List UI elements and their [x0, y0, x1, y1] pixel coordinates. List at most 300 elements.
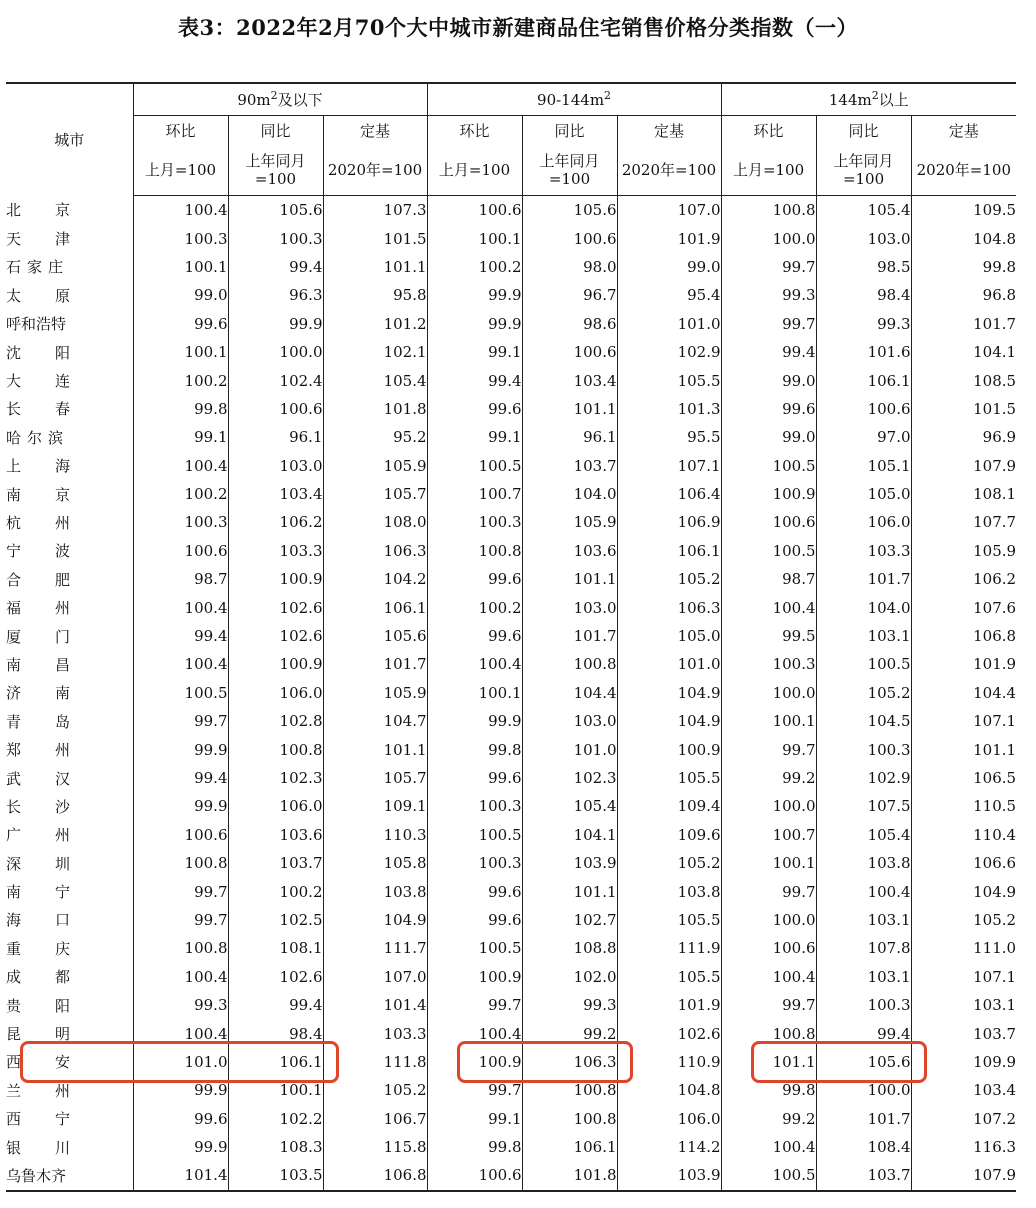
index-value: 99.6: [427, 877, 522, 905]
city-name: 广州: [6, 826, 105, 845]
index-value: 100.7: [721, 821, 816, 849]
index-value: 107.3: [323, 196, 427, 225]
index-value: 108.5: [911, 366, 1016, 394]
index-value: 105.7: [323, 480, 427, 508]
index-value: 101.0: [522, 735, 617, 763]
index-value: 99.7: [721, 877, 816, 905]
index-value: 105.4: [323, 366, 427, 394]
index-value: 100.3: [816, 991, 911, 1019]
index-value: 108.8: [522, 934, 617, 962]
index-value: 100.2: [427, 253, 522, 281]
city-name: 福州: [6, 599, 105, 618]
table-row: [6, 565, 1016, 593]
city-name: 深圳: [6, 854, 105, 873]
index-value: 108.4: [816, 1133, 911, 1161]
index-value: 107.9: [911, 1161, 1016, 1190]
index-value: 100.5: [133, 679, 228, 707]
index-value: 115.8: [323, 1133, 427, 1161]
index-value: 100.9: [617, 735, 721, 763]
index-value: 100.6: [133, 537, 228, 565]
index-value: 100.3: [133, 224, 228, 252]
index-value: 107.1: [617, 452, 721, 480]
index-value: 100.3: [427, 792, 522, 820]
index-value: 106.8: [911, 622, 1016, 650]
index-value: 101.1: [323, 253, 427, 281]
index-value: 101.9: [617, 224, 721, 252]
table-row: [6, 196, 1016, 225]
table-row: [6, 537, 1016, 565]
index-value: 99.7: [133, 877, 228, 905]
index-value: 100.3: [427, 508, 522, 536]
index-value: 109.6: [617, 821, 721, 849]
index-value: 104.8: [911, 224, 1016, 252]
index-value: 100.1: [427, 679, 522, 707]
index-value: 105.8: [323, 849, 427, 877]
index-value: 106.0: [228, 792, 323, 820]
index-value: 97.0: [816, 423, 911, 451]
index-value: 100.4: [721, 593, 816, 621]
index-value: 100.6: [522, 224, 617, 252]
index-value: 95.2: [323, 423, 427, 451]
index-value: 101.7: [816, 1105, 911, 1133]
index-value: 100.1: [721, 707, 816, 735]
index-value: 100.1: [427, 224, 522, 252]
index-value: 106.1: [323, 593, 427, 621]
table-row: [6, 480, 1016, 508]
table-header: [6, 83, 1016, 196]
base-header-mom: 上月=100: [133, 145, 228, 196]
table-row: [6, 1105, 1016, 1133]
index-value: 102.4: [228, 366, 323, 394]
index-value: 100.3: [133, 508, 228, 536]
index-value: 106.1: [617, 537, 721, 565]
city-name: 重庆: [6, 939, 105, 958]
sub-header-yoy: 同比: [522, 116, 617, 146]
index-value: 99.1: [133, 423, 228, 451]
index-value: 105.1: [816, 452, 911, 480]
highlight-box: [457, 1041, 633, 1083]
index-value: 101.2: [323, 310, 427, 338]
index-value: 103.1: [816, 622, 911, 650]
index-value: 99.2: [522, 1019, 617, 1047]
index-value: 96.1: [228, 423, 323, 451]
base-header-mom: 上月=100: [427, 145, 522, 196]
highlight-box: [20, 1041, 339, 1083]
index-value: 103.7: [911, 1019, 1016, 1047]
index-value: 111.8: [323, 1048, 427, 1076]
index-value: 100.1: [721, 849, 816, 877]
index-value: 99.9: [427, 707, 522, 735]
city-name: 西安: [6, 1053, 105, 1072]
index-value: 100.4: [427, 1019, 522, 1047]
index-value: 99.3: [721, 281, 816, 309]
index-value: 99.9: [133, 1076, 228, 1104]
index-value: 100.8: [522, 650, 617, 678]
index-value: 100.1: [133, 338, 228, 366]
table-row: [6, 792, 1016, 820]
index-value: 105.9: [522, 508, 617, 536]
index-value: 106.0: [228, 679, 323, 707]
index-value: 102.1: [323, 338, 427, 366]
index-value: 100.4: [133, 452, 228, 480]
index-value: 106.8: [323, 1161, 427, 1190]
index-value: 99.8: [133, 395, 228, 423]
index-value: 100.4: [133, 593, 228, 621]
index-value: 102.9: [816, 764, 911, 792]
sub-header-fixed: 定基: [323, 116, 427, 146]
index-value: 105.7: [323, 764, 427, 792]
table-row: [6, 1133, 1016, 1161]
sub-header-fixed: 定基: [911, 116, 1016, 146]
index-value: 106.1: [522, 1133, 617, 1161]
city-name: 沈阳: [6, 343, 105, 362]
index-value: 100.8: [133, 934, 228, 962]
index-value: 101.5: [323, 224, 427, 252]
index-value: 99.7: [721, 735, 816, 763]
index-value: 99.6: [133, 1105, 228, 1133]
index-value: 101.7: [323, 650, 427, 678]
index-value: 101.8: [522, 1161, 617, 1190]
index-value: 99.1: [427, 1105, 522, 1133]
index-value: 104.0: [522, 480, 617, 508]
table-row: [6, 224, 1016, 252]
table-row: [6, 395, 1016, 423]
index-value: 105.2: [617, 849, 721, 877]
table-row: [6, 508, 1016, 536]
table-row: [6, 934, 1016, 962]
index-value: 100.0: [721, 224, 816, 252]
index-value: 100.0: [228, 338, 323, 366]
index-value: 105.6: [522, 196, 617, 225]
index-value: 100.5: [427, 452, 522, 480]
index-value: 100.9: [721, 480, 816, 508]
index-value: 99.9: [228, 310, 323, 338]
index-value: 100.8: [721, 196, 816, 225]
index-value: 99.2: [721, 1105, 816, 1133]
index-value: 104.4: [911, 679, 1016, 707]
index-value: 108.1: [911, 480, 1016, 508]
index-value: 106.3: [323, 537, 427, 565]
index-value: 102.8: [228, 707, 323, 735]
table-row: [6, 963, 1016, 991]
index-value: 99.0: [133, 281, 228, 309]
index-value: 109.9: [911, 1048, 1016, 1076]
index-value: 101.1: [721, 1048, 816, 1076]
city-name: 北京: [6, 201, 105, 220]
index-value: 99.0: [721, 423, 816, 451]
city-name: 宁波: [6, 542, 105, 561]
index-value: 99.4: [427, 366, 522, 394]
index-value: 106.2: [228, 508, 323, 536]
index-value: 98.7: [721, 565, 816, 593]
city-name: 合肥: [6, 570, 105, 589]
index-value: 100.2: [427, 593, 522, 621]
index-value: 106.6: [911, 849, 1016, 877]
index-value: 99.3: [133, 991, 228, 1019]
index-value: 107.0: [323, 963, 427, 991]
index-value: 105.6: [816, 1048, 911, 1076]
index-value: 100.4: [427, 650, 522, 678]
index-value: 99.3: [816, 310, 911, 338]
index-value: 105.4: [816, 821, 911, 849]
index-value: 99.4: [228, 991, 323, 1019]
index-value: 110.5: [911, 792, 1016, 820]
index-value: 96.7: [522, 281, 617, 309]
index-value: 110.9: [617, 1048, 721, 1076]
table-row: [6, 849, 1016, 877]
index-value: 106.9: [617, 508, 721, 536]
index-value: 104.0: [816, 593, 911, 621]
index-value: 104.8: [617, 1076, 721, 1104]
index-value: 99.8: [427, 735, 522, 763]
index-value: 100.5: [816, 650, 911, 678]
index-value: 100.6: [427, 1161, 522, 1190]
index-value: 105.5: [617, 906, 721, 934]
city-name: 成都: [6, 968, 105, 987]
index-value: 100.3: [816, 735, 911, 763]
index-value: 104.2: [323, 565, 427, 593]
index-value: 100.1: [228, 1076, 323, 1104]
city-name: 昆明: [6, 1025, 105, 1044]
index-value: 104.5: [816, 707, 911, 735]
index-value: 105.5: [617, 366, 721, 394]
index-value: 103.6: [228, 821, 323, 849]
sub-header-yoy: 同比: [816, 116, 911, 146]
index-value: 99.6: [427, 565, 522, 593]
index-value: 100.0: [816, 1076, 911, 1104]
index-value: 102.7: [522, 906, 617, 934]
group-header-90-and-below: $90m^2$及以下: [133, 83, 427, 116]
city-name: 济南: [6, 684, 105, 703]
index-value: 105.9: [323, 679, 427, 707]
index-value: 99.6: [133, 310, 228, 338]
city-name: 海口: [6, 911, 105, 930]
table-row: [6, 366, 1016, 394]
index-value: 100.2: [133, 366, 228, 394]
index-value: 100.8: [427, 537, 522, 565]
index-value: 105.4: [816, 196, 911, 225]
table-row: [6, 991, 1016, 1019]
index-value: 102.6: [228, 963, 323, 991]
index-value: 106.1: [816, 366, 911, 394]
index-value: 102.3: [228, 764, 323, 792]
city-name: 兰州: [6, 1081, 105, 1100]
index-value: 105.2: [323, 1076, 427, 1104]
index-value: 99.1: [427, 423, 522, 451]
index-value: 99.7: [427, 1076, 522, 1104]
index-value: 110.4: [911, 821, 1016, 849]
index-value: 101.7: [816, 565, 911, 593]
index-value: 101.7: [911, 310, 1016, 338]
index-value: 103.6: [522, 537, 617, 565]
city-name: 上海: [6, 457, 105, 476]
index-value: 111.7: [323, 934, 427, 962]
index-value: 104.1: [911, 338, 1016, 366]
index-value: 100.9: [228, 650, 323, 678]
index-value: 105.0: [816, 480, 911, 508]
index-value: 103.1: [816, 906, 911, 934]
index-value: 101.9: [617, 991, 721, 1019]
index-value: 106.2: [911, 565, 1016, 593]
index-value: 107.2: [911, 1105, 1016, 1133]
city-name: 西宁: [6, 1110, 105, 1129]
index-value: 114.2: [617, 1133, 721, 1161]
index-value: 103.4: [228, 480, 323, 508]
index-value: 101.1: [522, 565, 617, 593]
index-value: 109.5: [911, 196, 1016, 225]
index-value: 99.8: [721, 1076, 816, 1104]
index-value: 101.1: [522, 395, 617, 423]
index-value: 103.8: [323, 877, 427, 905]
index-value: 100.4: [133, 196, 228, 225]
index-value: 103.3: [323, 1019, 427, 1047]
base-header-yoy: 上年同月=100: [228, 145, 323, 196]
table-row: [6, 253, 1016, 281]
index-value: 103.0: [228, 452, 323, 480]
table-row: [6, 338, 1016, 366]
table-row: [6, 764, 1016, 792]
index-value: 100.5: [721, 537, 816, 565]
index-value: 100.0: [721, 679, 816, 707]
city-name: 南宁: [6, 883, 105, 902]
index-value: 100.3: [721, 650, 816, 678]
index-value: 100.4: [721, 1133, 816, 1161]
index-value: 106.1: [228, 1048, 323, 1076]
index-value: 106.3: [522, 1048, 617, 1076]
index-value: 100.6: [816, 395, 911, 423]
index-value: 107.1: [911, 963, 1016, 991]
index-value: 103.3: [228, 537, 323, 565]
index-value: 100.8: [522, 1105, 617, 1133]
base-header-fixed: 2020年=100: [323, 145, 427, 196]
index-value: 96.8: [911, 281, 1016, 309]
base-header-fixed: 2020年=100: [617, 145, 721, 196]
index-value: 100.2: [133, 480, 228, 508]
table-row: [6, 310, 1016, 338]
index-value: 107.5: [816, 792, 911, 820]
index-value: 100.9: [427, 963, 522, 991]
index-value: 100.3: [427, 849, 522, 877]
index-value: 102.9: [617, 338, 721, 366]
index-value: 105.5: [617, 963, 721, 991]
index-value: 106.0: [816, 508, 911, 536]
index-value: 103.1: [816, 963, 911, 991]
index-value: 96.9: [911, 423, 1016, 451]
base-header-mom: 上月=100: [721, 145, 816, 196]
index-value: 105.6: [228, 196, 323, 225]
index-value: 103.0: [522, 707, 617, 735]
index-value: 104.9: [617, 707, 721, 735]
index-value: 100.8: [721, 1019, 816, 1047]
index-value: 109.4: [617, 792, 721, 820]
index-value: 102.6: [228, 622, 323, 650]
index-value: 98.6: [522, 310, 617, 338]
index-value: 111.9: [617, 934, 721, 962]
index-value: 103.4: [522, 366, 617, 394]
sub-header-mom: 环比: [427, 116, 522, 146]
highlight-box: [751, 1041, 927, 1083]
index-value: 100.7: [427, 480, 522, 508]
index-value: 100.2: [228, 877, 323, 905]
index-value: 99.6: [427, 764, 522, 792]
index-value: 101.0: [133, 1048, 228, 1076]
index-value: 103.9: [617, 1161, 721, 1190]
index-value: 98.5: [816, 253, 911, 281]
index-value: 95.4: [617, 281, 721, 309]
table-row: [6, 281, 1016, 309]
index-value: 99.9: [427, 281, 522, 309]
table-row: [6, 707, 1016, 735]
index-value: 103.0: [522, 593, 617, 621]
city-name: 武汉: [6, 769, 105, 788]
index-value: 105.6: [323, 622, 427, 650]
city-name: 石家庄: [6, 258, 70, 277]
index-value: 99.7: [133, 906, 228, 934]
index-value: 103.7: [228, 849, 323, 877]
city-name: 长春: [6, 400, 105, 419]
index-value: 96.1: [522, 423, 617, 451]
index-value: 105.9: [911, 537, 1016, 565]
table-row: [6, 650, 1016, 678]
table-row: [6, 423, 1016, 451]
group-header-144-and-above: $144m^2$以上: [721, 83, 1016, 116]
index-value: 99.3: [522, 991, 617, 1019]
index-value: 101.1: [522, 877, 617, 905]
city-name: 大连: [6, 372, 105, 391]
index-value: 107.9: [911, 452, 1016, 480]
index-value: 106.3: [617, 593, 721, 621]
index-value: 100.8: [228, 735, 323, 763]
index-value: 99.9: [133, 735, 228, 763]
city-name: 哈尔滨: [6, 428, 70, 447]
index-value: 99.6: [427, 906, 522, 934]
index-value: 99.0: [617, 253, 721, 281]
index-value: 100.4: [721, 963, 816, 991]
index-value: 107.8: [816, 934, 911, 962]
index-value: 100.6: [133, 821, 228, 849]
index-value: 108.3: [228, 1133, 323, 1161]
index-value: 105.5: [617, 764, 721, 792]
index-value: 98.0: [522, 253, 617, 281]
base-header-yoy: 上年同月=100: [816, 145, 911, 196]
index-value: 95.5: [617, 423, 721, 451]
index-value: 101.9: [911, 650, 1016, 678]
index-value: 101.6: [816, 338, 911, 366]
index-value: 105.4: [522, 792, 617, 820]
index-value: 98.4: [816, 281, 911, 309]
index-value: 98.4: [228, 1019, 323, 1047]
index-value: 104.4: [522, 679, 617, 707]
index-value: 106.5: [911, 764, 1016, 792]
sub-header-mom: 环比: [133, 116, 228, 146]
base-header-yoy: 上年同月=100: [522, 145, 617, 196]
index-value: 107.1: [911, 707, 1016, 735]
index-value: 105.2: [617, 565, 721, 593]
index-value: 101.4: [323, 991, 427, 1019]
sub-header-yoy: 同比: [228, 116, 323, 146]
index-value: 103.7: [816, 1161, 911, 1190]
index-value: 104.9: [617, 679, 721, 707]
city-name: 南昌: [6, 655, 105, 674]
city-name: 贵阳: [6, 996, 105, 1015]
index-value: 100.9: [228, 565, 323, 593]
index-value: 110.3: [323, 821, 427, 849]
index-value: 103.5: [228, 1161, 323, 1190]
city-name: 乌鲁木齐: [6, 1161, 133, 1190]
index-value: 100.5: [721, 452, 816, 480]
index-value: 98.7: [133, 565, 228, 593]
table-row: [6, 1161, 1016, 1190]
